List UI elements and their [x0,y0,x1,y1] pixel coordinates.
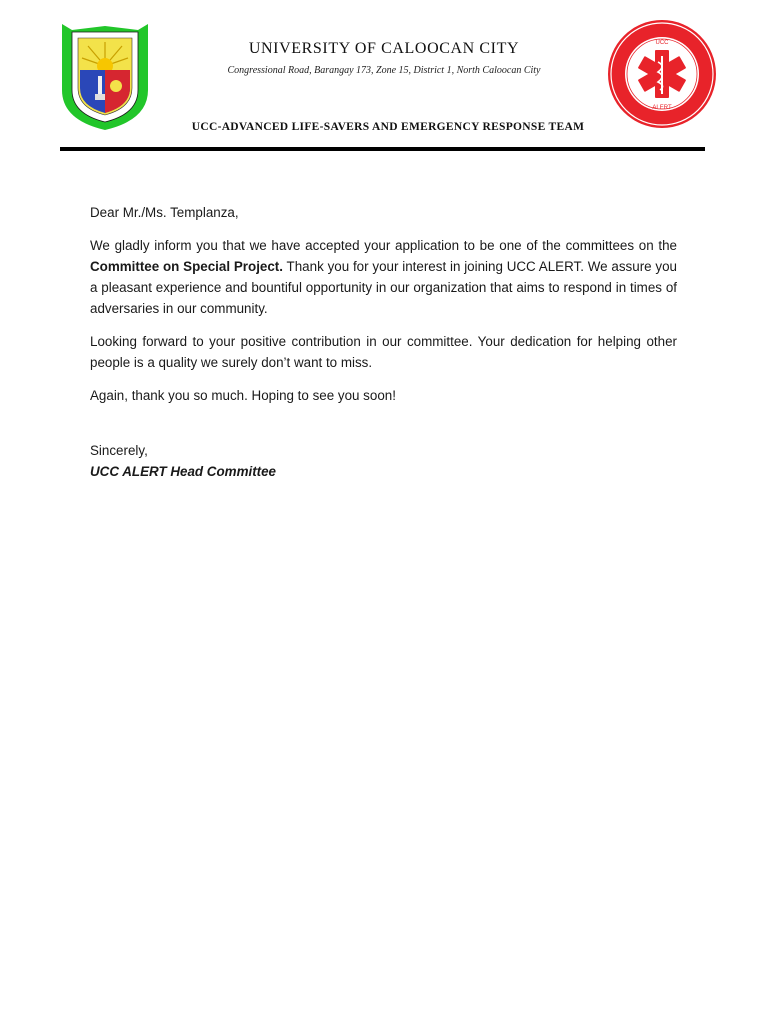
paragraph-acceptance-text-2: Thank you for your interest in joining UCC ALERT. We assure you a pleasant experience and bountiful opportunity in our organization that aims to respond in times of adversaries in our community. [90,259,677,316]
emblem-bottom-text: ALERT [652,105,672,111]
letterhead [0,0,768,160]
university-seal-logo [58,20,152,132]
letter-body [90,202,677,482]
paragraph-thanks: Again, thank you so much. Hoping to see you soon! [90,388,396,403]
closing: Sincerely, [90,443,148,458]
signature: UCC ALERT Head Committee [90,464,277,479]
paragraph-acceptance [90,235,677,319]
team-name: UCC-ADVANCED LIFE-SAVERS AND EMERGENCY RESPONSE TEAM [191,121,585,133]
paragraph-acceptance-text-1: We gladly inform you that we have accepted your application to be one of the committees on the [90,238,677,253]
header-divider [60,147,705,151]
alert-emblem-logo [606,16,718,132]
university-name: UNIVERSITY OF CALOOCAN CITY [248,40,520,57]
university-address: Congressional Road, Barangay 173, Zone 15, District 1, North Caloocan City [227,65,541,76]
salutation: Dear Mr./Ms. Templanza, [90,205,239,220]
paragraph-contribution: Looking forward to your positive contribution in our committee. Your dedication for helping other people is a quality we surely don’t want to miss. [90,334,677,370]
committee-name: Committee on Special Project. [90,259,283,274]
emblem-top-text: UCC [655,40,669,46]
